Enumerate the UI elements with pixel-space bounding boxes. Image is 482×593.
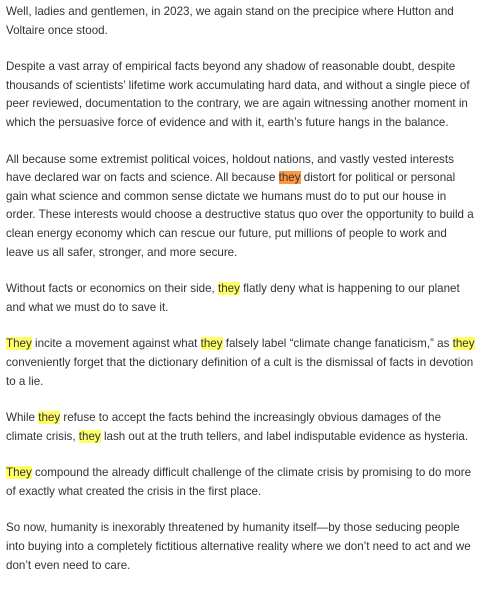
document-body bbox=[6, 0, 476, 593]
text-run: flatly deny what is happening to our planet and what we must do to save it. bbox=[6, 282, 460, 314]
text-run: lash out at the truth tellers, and label indisputable evidence as hysteria. bbox=[100, 429, 469, 443]
text-run: So now, humanity is inexorably threatened by humanity itself—by those seducing people into buying into a completely fictitious alternative reality where we don’t need to act and we don’t even need to care. bbox=[6, 521, 471, 572]
text-run: compound the already difficult challenge of the climate crisis by promising to do more of exactly what created the crisis in the first place. bbox=[6, 466, 472, 498]
highlighted-word: they bbox=[452, 337, 475, 351]
highlighted-word: They bbox=[6, 337, 32, 351]
text-run: falsely label “climate change fanaticism,” as bbox=[222, 337, 453, 351]
paragraph bbox=[6, 335, 476, 391]
text-run: All because some extremist political voices, holdout nations, and vastly vested interests have declared war on facts and science. All because bbox=[6, 152, 454, 185]
paragraph bbox=[6, 3, 476, 40]
text-run: Well, ladies and gentlemen, in 2023, we again stand on the precipice where Hutton and Voltaire once stood. bbox=[6, 5, 454, 37]
text-run: Without facts or economics on their side, bbox=[6, 282, 218, 296]
text-run: refuse to accept the facts behind the increasingly obvious damages of the climate crisis, bbox=[6, 411, 442, 443]
paragraph-list bbox=[6, 3, 476, 575]
paragraph bbox=[6, 464, 476, 501]
highlighted-word: They bbox=[6, 466, 32, 480]
paragraph bbox=[6, 409, 476, 446]
paragraph bbox=[6, 151, 476, 263]
paragraph bbox=[6, 519, 476, 575]
highlighted-word: they bbox=[278, 171, 301, 185]
paragraph bbox=[6, 280, 476, 317]
highlighted-word: they bbox=[218, 282, 240, 296]
text-run: incite a movement against what bbox=[31, 337, 201, 351]
highlighted-word: they bbox=[78, 429, 101, 443]
highlighted-word: they bbox=[38, 411, 61, 425]
paragraph bbox=[6, 58, 476, 132]
text-run: distort for political or personal gain what science and common sense dictate we humans must do to put our house in order. These interests would choose a destructive status quo over the opportunity to build a clean energy economy which can rescue our future, put millions of people to work and leave us all safer, stronger, and more secure. bbox=[6, 171, 474, 259]
text-run: conveniently forget that the dictionary definition of a cult is the dismissal of facts in devotion to a lie. bbox=[6, 355, 474, 388]
highlighted-word: they bbox=[200, 337, 223, 351]
text-run: While bbox=[6, 411, 39, 425]
text-run: Despite a vast array of empirical facts beyond any shadow of reasonable doubt, despite thousands of scientists’ lifetime work accumulating hard data, and without a single piece of peer reviewed, documentation to the contrary, we are again witnessing another moment in which the persuasive force of evidence and with it, earth’s future hangs in the balance. bbox=[6, 60, 470, 129]
